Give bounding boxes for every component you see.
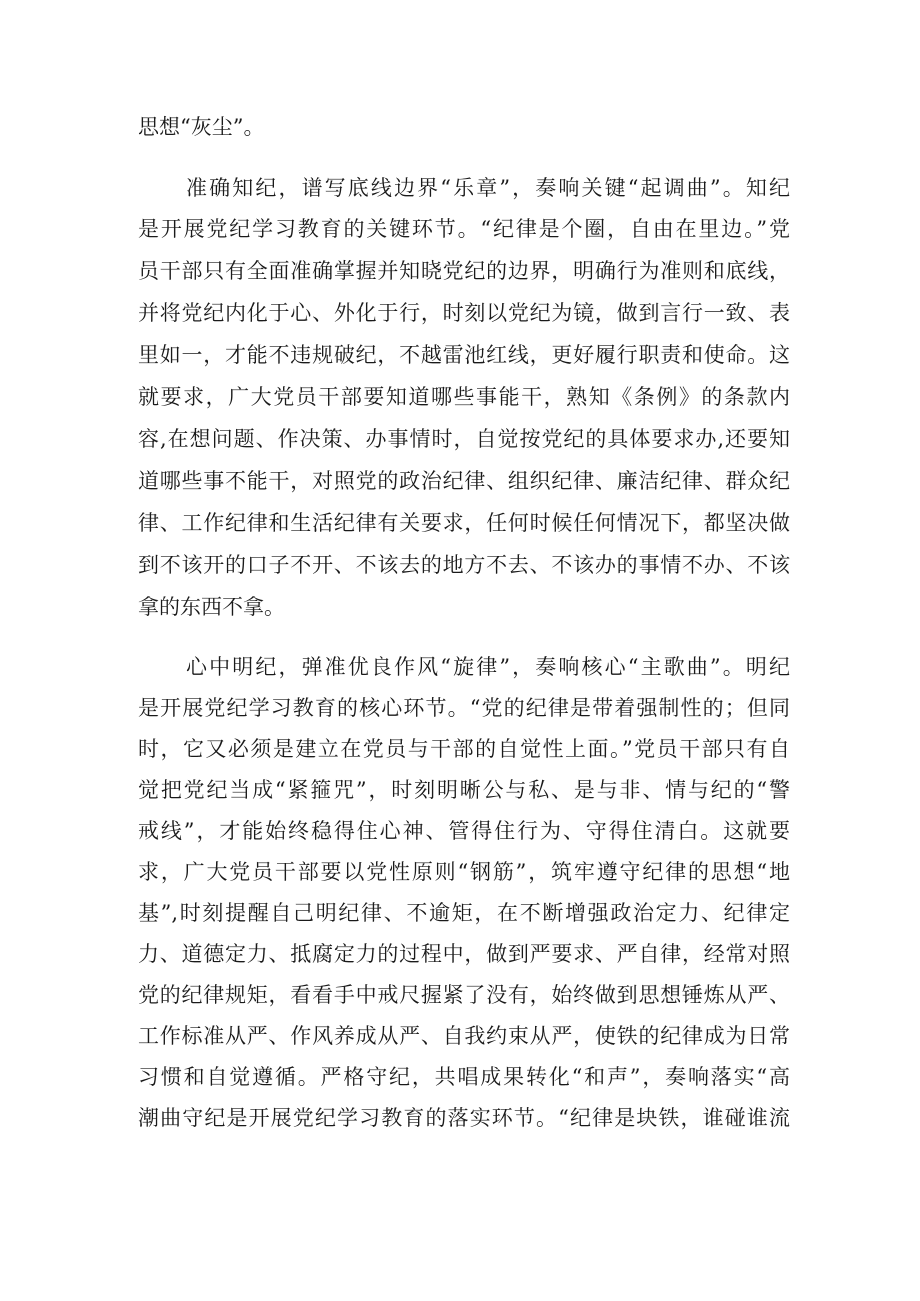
text-line: 就要求，广大党员干部要知道哪些事能干，熟知《条例》的条款内 xyxy=(138,385,790,409)
text-line: 拿的东西不拿。 xyxy=(138,595,285,619)
text-line: 思想“灰尘”。 xyxy=(138,115,265,139)
paragraph-first-line: 心中明纪，弹准优良作风“旋律”，奏响核心“主歌曲”。明纪 xyxy=(186,655,790,679)
text-line: 工作标准从严、作风养成从严、自我约束从严，使铁的纪律成为日常 xyxy=(138,1024,790,1048)
text-line: 戒线”，才能始终稳得住心神、管得住行为、守得住清白。这就要 xyxy=(138,819,790,843)
text-line: 是开展党纪学习教育的关键环节。“纪律是个圈，自由在里边。”党 xyxy=(138,217,790,241)
text-line: 潮曲守纪是开展党纪学习教育的落实环节。“纪律是块铁，谁碰谁流 xyxy=(138,1106,790,1130)
text-line: 力、道德定力、抵腐定力的过程中，做到严要求、严自律，经常对照 xyxy=(138,942,790,966)
text-line: 党的纪律规矩，看看手中戒尺握紧了没有，始终做到思想锤炼从严、 xyxy=(138,983,790,1007)
text-line: 是开展党纪学习教育的核心环节。“党的纪律是带着强制性的；但同 xyxy=(138,696,790,720)
text-line: 道哪些事不能干，对照党的政治纪律、组织纪律、廉洁纪律、群众纪 xyxy=(138,469,790,493)
text-line: 求，广大党员干部要以党性原则“钢筋”，筑牢遵守纪律的思想“地 xyxy=(138,860,790,884)
text-line: 基”,时刻提醒自己明纪律、不逾矩，在不断增强政治定力、纪律定 xyxy=(138,901,790,925)
text-line: 容,在想问题、作决策、办事情时，自觉按党纪的具体要求办,还要知 xyxy=(138,427,790,451)
text-line: 并将党纪内化于心、外化于行，时刻以党纪为镜，做到言行一致、表 xyxy=(138,301,790,325)
text-line: 员干部只有全面准确掌握并知晓党纪的边界，明确行为准则和底线， xyxy=(138,259,790,283)
text-line: 律、工作纪律和生活纪律有关要求，任何时候任何情况下，都坚决做 xyxy=(138,511,790,535)
text-line: 时，它又必须是建立在党员与干部的自觉性上面。”党员干部只有自 xyxy=(138,737,790,761)
text-line: 觉把党纪当成“紧箍咒”，时刻明晰公与私、是与非、情与纪的“警 xyxy=(138,778,790,802)
text-line: 习惯和自觉遵循。严格守纪，共唱成果转化“和声”，奏响落实“高 xyxy=(138,1065,790,1089)
paragraph-first-line: 准确知纪，谱写底线边界“乐章”，奏响关键“起调曲”。知纪 xyxy=(186,176,790,200)
text-line: 到不该开的口子不开、不该去的地方不去、不该办的事情不办、不该 xyxy=(138,553,790,577)
text-line: 里如一，才能不违规破纪，不越雷池红线，更好履行职责和使命。这 xyxy=(138,343,790,367)
